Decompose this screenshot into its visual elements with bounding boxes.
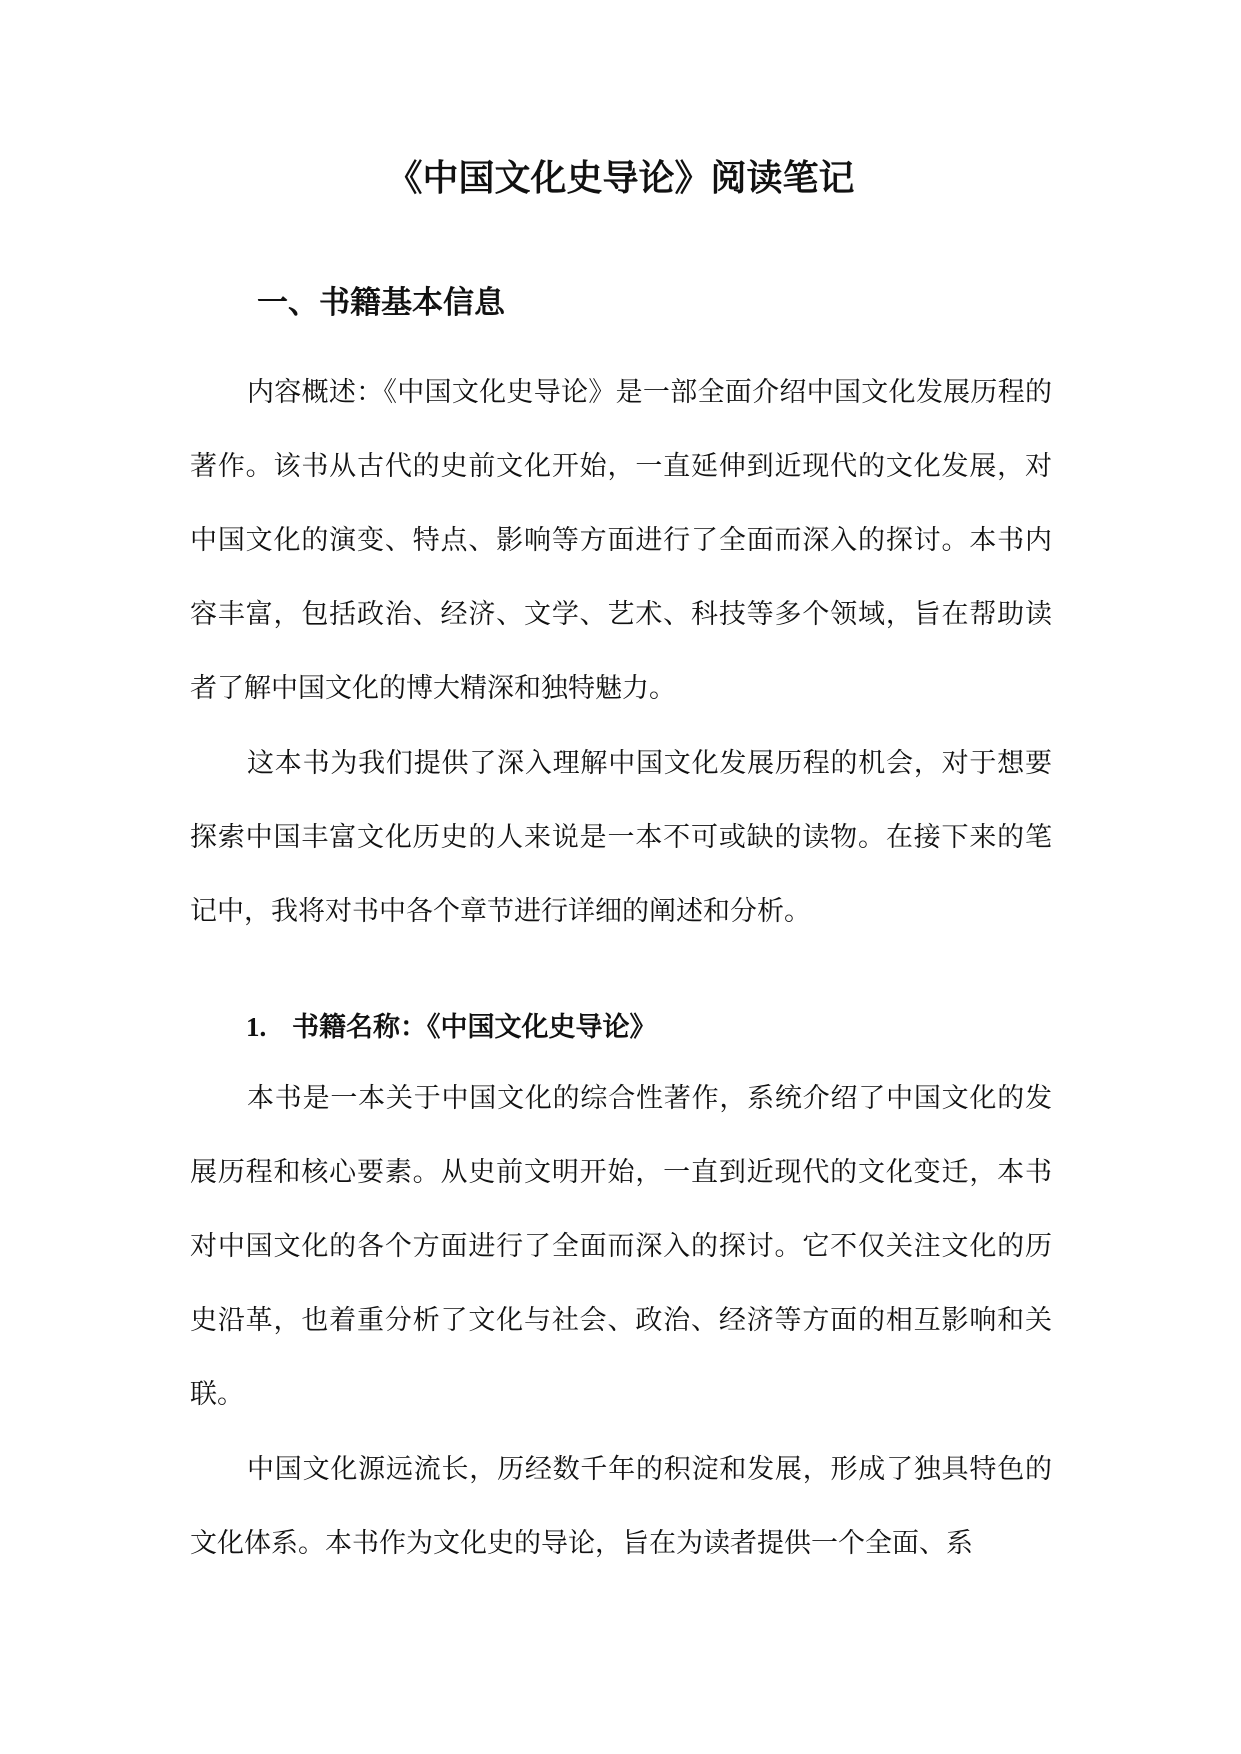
paragraph-book-description: 本书是一本关于中国文化的综合性著作，系统介绍了中国文化的发展历程和核心要素。从史前文明开始，一直到近现代的文化变迁，本书对中国文化的各个方面进行了全面而深入的探讨。它不仅关注文化的历史沿革，也着重分析了文化与社会、政治、经济等方面的相互影响和关联。 xyxy=(190,1083,1052,1410)
paragraph-content-overview: 内容概述：《中国文化史导论》是一部全面介绍中国文化发展历程的著作。该书从古代的史前文化开始，一直延伸到近现代的文化发展，对中国文化的演变、特点、影响等方面进行了全面而深入的探讨。本书内容丰富，包括政治、经济、文学、艺术、科技等多个领域，旨在帮助读者了解中国文化的博大精深和独特魅力。 xyxy=(190,377,1052,704)
document-title: 《中国文化史导论》阅读笔记 xyxy=(386,157,855,199)
paragraph-culture-origin: 中国文化源远流长，历经数千年的积淀和发展，形成了独具特色的文化体系。本书作为文化史的导论，旨在为读者提供一个全面、系 xyxy=(190,1454,1052,1559)
subsection-heading-text: 书籍名称：《中国文化史导论》 xyxy=(292,1012,657,1043)
paragraph-book-value: 这本书为我们提供了深入理解中国文化发展历程的机会，对于想要探索中国丰富文化历史的人来说是一本不可或缺的读物。在接下来的笔记中，我将对书中各个章节进行详细的阐述和分析。 xyxy=(190,748,1052,927)
subsection-number: 1. xyxy=(246,1012,267,1042)
section-heading-book-info: 一、书籍基本信息 xyxy=(257,285,505,321)
subsection-heading-book-name xyxy=(246,1002,657,1053)
